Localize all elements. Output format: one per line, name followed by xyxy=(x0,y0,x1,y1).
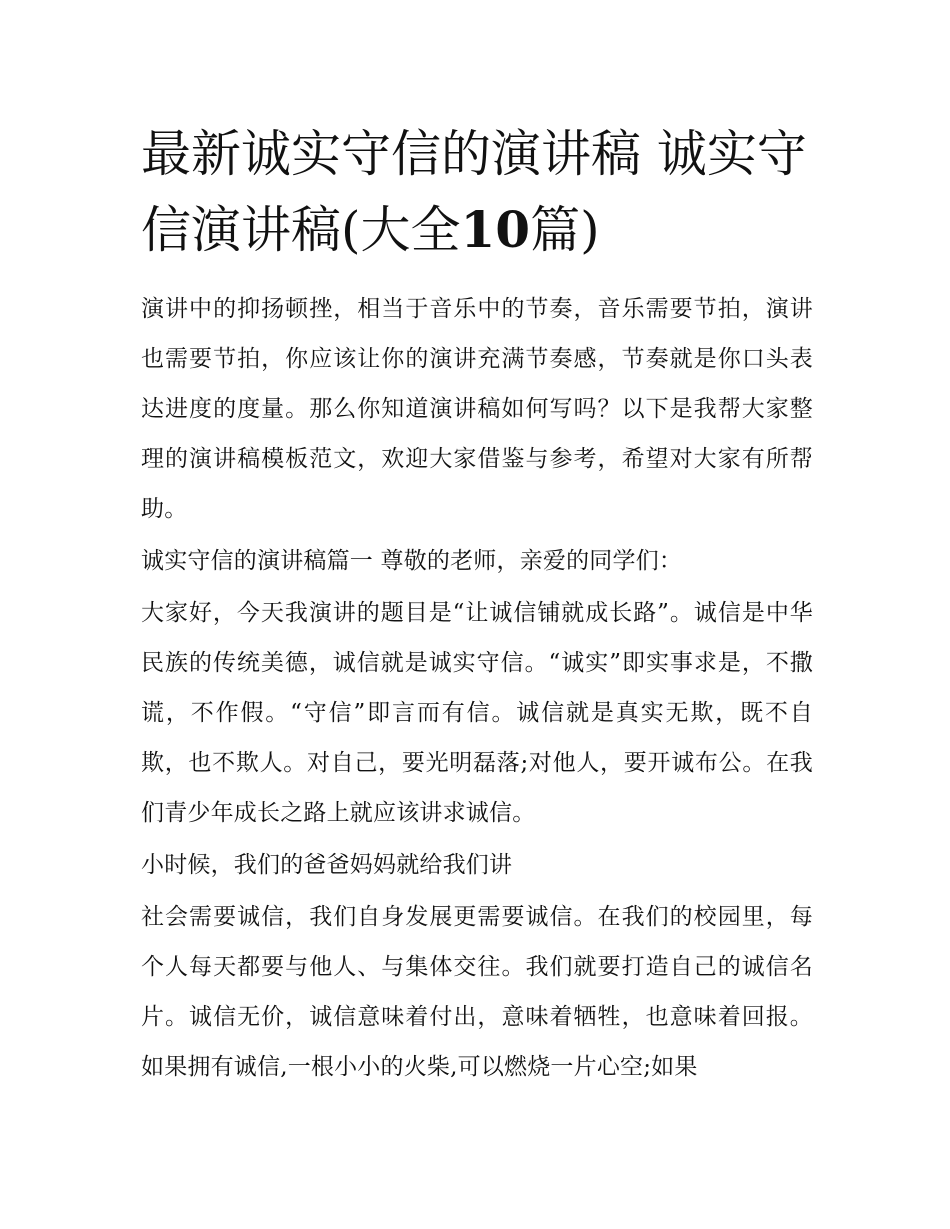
paragraph-intro: 演讲中的抑扬顿挫，相当于音乐中的节奏，音乐需要节拍，演讲也需要节拍，你应该让你的演讲充满节奏感，节奏就是你口头表达进度的度量。那么你知道演讲稿如何写吗？以下是我帮大家整理的演讲稿模板范文，欢迎大家借鉴与参考，希望对大家有所帮助。 xyxy=(141,296,813,522)
title-text: 最新诚实守信的演讲稿 诚实守信演讲稿(大全 xyxy=(141,125,807,259)
paragraph-society: 社会需要诚信，我们自身发展更需要诚信。在我们的校园里，每个人每天都要与他人、与集体交往。我们就要打造自己的诚信名片。诚信无价，诚信意味着付出，意味着牺牲，也意味着回报。如果拥有诚信,一根小小的火柴,可以燃烧一片心空;如果 xyxy=(141,904,813,1080)
title-suffix: 篇) xyxy=(530,201,600,259)
document-title xyxy=(141,116,813,268)
document-body xyxy=(141,284,813,1092)
document-page xyxy=(141,116,813,1092)
paragraph-childhood: 小时候，我们的爸爸妈妈就给我们讲 xyxy=(141,852,513,878)
paragraph-greeting: 大家好，今天我演讲的题目是“让诚信铺就成长路”。诚信是中华民族的传统美德，诚信就是诚实守信。“诚实”即实事求是，不撒谎，不作假。“守信”即言而有信。诚信就是真实无欺，既不自欺，也不欺人。对自己，要光明磊落;对他人，要开诚布公。在我们青少年成长之路上就应该讲求诚信。 xyxy=(141,600,813,826)
title-number: 10 xyxy=(460,200,531,259)
paragraph-heading: 诚实守信的演讲稿篇一 尊敬的老师，亲爱的同学们： xyxy=(141,548,683,574)
